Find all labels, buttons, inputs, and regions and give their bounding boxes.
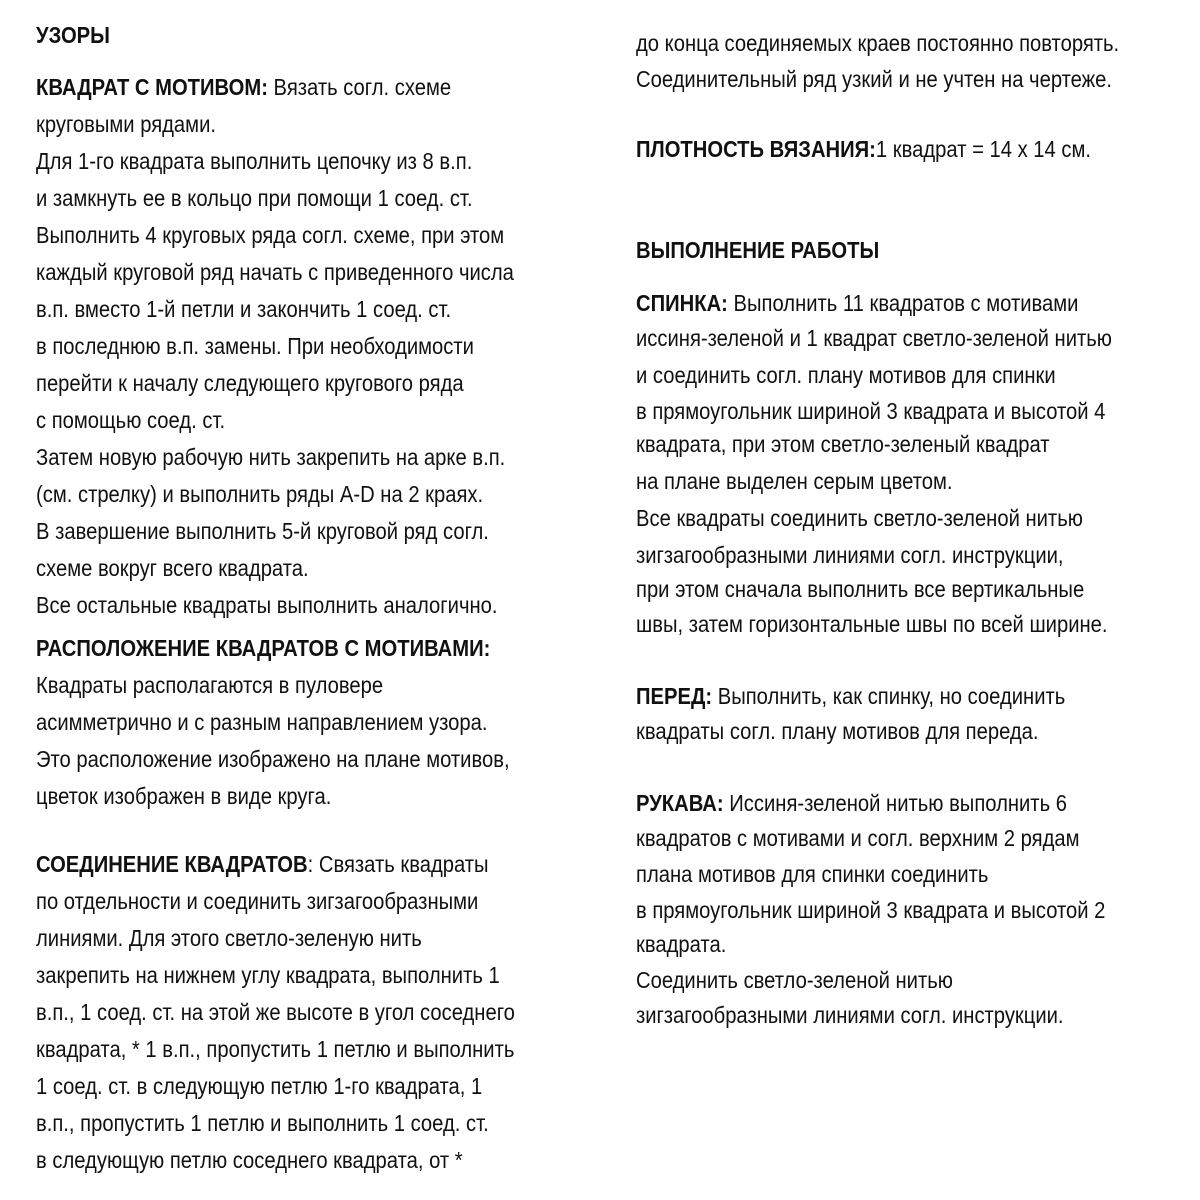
motif-line: Вязать согл. схеме [267,74,452,100]
front-line: Выполнить, как спинку, но соединить [712,683,1066,709]
join-continuation-line: Соединительный ряд узкий и не учтен на чертеже. [636,66,1113,92]
gauge-label: ПЛОТНОСТЬ ВЯЗАНИЯ: [636,136,876,162]
sleeves-label: РУКАВА: [636,790,724,816]
motif-line: в последнюю в.п. замены. При необходимости [36,333,474,359]
motif-line: и замкнуть ее в кольцо при помощи 1 соед. ст. [36,185,473,211]
layout-label: РАСПОЛОЖЕНИЕ КВАДРАТОВ С МОТИВАМИ: [36,635,491,661]
motif-line: перейти к началу следующего кругового ряда [36,370,464,396]
back-line: швы, затем горизонтальные швы по всей ширине. [636,611,1108,637]
back-line: при этом сначала выполнить все вертикальные [636,576,1085,602]
back-line: квадрата, при этом светло-зеленый квадрат [636,431,1050,457]
work-title: ВЫПОЛНЕНИЕ РАБОТЫ [636,237,880,263]
join-continuation-line: до конца соединяемых краев постоянно повторять. [636,30,1120,56]
layout-line: Квадраты располагаются в пуловере [36,672,384,698]
back-label: СПИНКА: [636,290,728,316]
motif-line: Выполнить 4 круговых ряда согл. схеме, при этом [36,222,505,248]
join-first-line [36,849,489,879]
back-line: зигзагообразными линиями согл. инструкции, [636,542,1064,568]
back-line: Все квадраты соединить светло-зеленой нитью [636,505,1083,531]
motif-line: (см. стрелку) и выполнить ряды A-D на 2 краях. [36,481,484,507]
section-title-patterns: УЗОРЫ [36,22,110,48]
join-line: линиями. Для этого светло-зеленую нить [36,925,422,951]
join-line: : Связать квадраты [307,851,489,877]
join-line: закрепить на нижнем углу квадрата, выполнить 1 [36,962,500,988]
back-line: на плане выделен серым цветом. [636,468,953,494]
motif-label: КВАДРАТ С МОТИВОМ: [36,74,268,100]
sleeves-line: Соединить светло-зеленой нитью [636,967,953,993]
layout-line: асимметрично и с разным направлением узора. [36,709,488,735]
layout-line: Это расположение изображено на плане мотивов, [36,746,510,772]
back-first-line [636,288,1078,318]
join-line: 1 соед. ст. в следующую петлю 1-го квадрата, 1 [36,1073,483,1099]
layout-line: цветок изображен в виде круга. [36,783,332,809]
sleeves-line: плана мотивов для спинки соединить [636,861,989,887]
sleeves-line: в прямоугольник шириной 3 квадрата и высотой 2 [636,897,1106,923]
join-line: квадрата, * 1 в.п., пропустить 1 петлю и выполнить [36,1036,515,1062]
motif-line: Затем новую рабочую нить закрепить на арке в.п. [36,444,506,470]
join-line: в.п., 1 соед. ст. на этой же высоте в угол соседнего [36,999,515,1025]
sleeves-line: квадратов с мотивами и согл. верхним 2 рядам [636,825,1080,851]
motif-line: схеме вокруг всего квадрата. [36,555,309,581]
front-line: квадраты согл. плану мотивов для переда. [636,718,1039,744]
gauge-line [636,134,1091,164]
motif-line: с помощью соед. ст. [36,407,226,433]
sleeves-first-line [636,788,1067,818]
back-line: и соединить согл. плану мотивов для спинки [636,362,1056,388]
motif-line: каждый круговой ряд начать с приведенного числа [36,259,514,285]
sleeves-line: квадрата. [636,931,727,957]
back-line: в прямоугольник шириной 3 квадрата и высотой 4 [636,398,1106,424]
sleeves-line: зигзагообразными линиями согл. инструкции. [636,1002,1064,1028]
back-line: Выполнить 11 квадратов с мотивами [727,290,1079,316]
front-label: ПЕРЕД: [636,683,713,709]
sleeves-line: Иссиня-зеленой нитью выполнить 6 [723,790,1067,816]
motif-line: Все остальные квадраты выполнить аналогично. [36,592,498,618]
join-line: в следующую петлю соседнего квадрата, от * [36,1147,463,1173]
motif-line: круговыми рядами. [36,111,216,137]
back-line: иссиня-зеленой и 1 квадрат светло-зеленой нитью [636,325,1112,351]
motif-line: Для 1-го квадрата выполнить цепочку из 8 в.п. [36,148,473,174]
join-label: СОЕДИНЕНИЕ КВАДРАТОВ [36,851,308,877]
motif-line: В завершение выполнить 5-й круговой ряд согл. [36,518,489,544]
join-line: в.п., пропустить 1 петлю и выполнить 1 соед. ст. [36,1110,489,1136]
gauge-value: 1 квадрат = 14 x 14 см. [875,136,1092,162]
motif-line: в.п. вместо 1-й петли и закончить 1 соед. ст. [36,296,452,322]
motif-first-line [36,72,451,102]
front-first-line [636,681,1065,711]
join-line: по отдельности и соединить зигзагообразными [36,888,479,914]
